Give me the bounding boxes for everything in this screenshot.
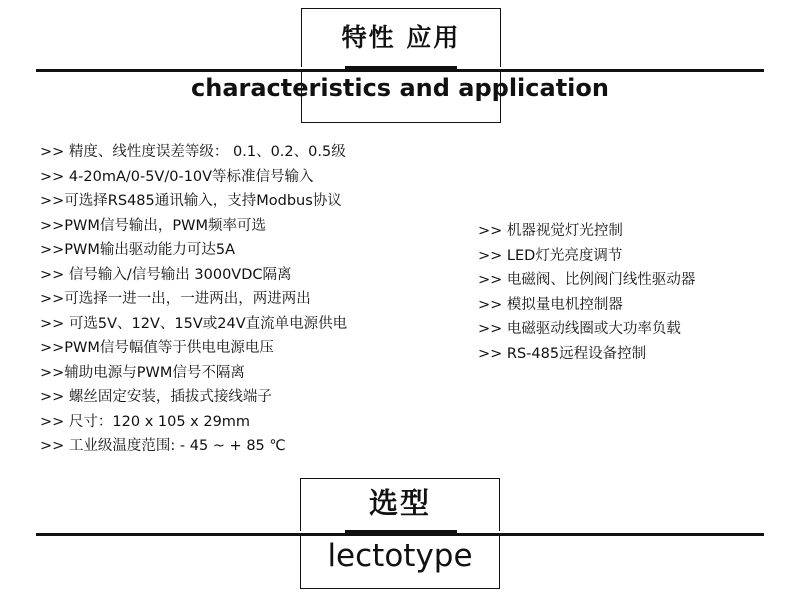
feature-item: >>可选择RS485通讯输入，支持Modbus协议 [40, 193, 342, 209]
application-item: >> 机器视觉灯光控制 [478, 223, 623, 239]
section2-bracket-bottom [300, 536, 500, 589]
feature-item: >>辅助电源与PWM信号不隔离 [40, 364, 245, 381]
section1-bracket-bottom [301, 72, 501, 123]
features-list [40, 140, 347, 459]
feature-item: >> 工业级温度范围: - 45 ~ + 85 ℃ [40, 438, 286, 454]
section1-title-en: characteristics and application [191, 74, 609, 102]
section1-title-cn: 特性 应用 [341, 23, 461, 52]
feature-item: >>可选择一进一出，一进两出，两进两出 [40, 291, 311, 307]
application-item: >> 电磁驱动线圈或大功率负载 [478, 321, 681, 337]
application-item: >> 电磁阀、比例阀门线性驱动器 [478, 272, 696, 288]
feature-item: >> 螺丝固定安装，插拔式接线端子 [40, 389, 272, 405]
feature-item: >> 可选5V、12V、15V或24V直流单电源供电 [40, 315, 348, 332]
application-item: >> 模拟量电机控制器 [478, 296, 623, 313]
feature-item: >>PWM输出驱动能力可达5A [40, 242, 236, 258]
feature-item: >> 4-20mA/0-5V/0-10V等标准信号输入 [40, 168, 314, 185]
feature-item: >>PWM信号幅值等于供电电源电压 [40, 340, 274, 356]
section2-title-cn: 选型 [368, 486, 431, 520]
application-item: >> LED灯光亮度调节 [478, 247, 623, 264]
feature-item: >> 精度、线性度误差等级： 0.1、0.2、0.5级 [40, 144, 346, 160]
feature-item: >> 信号输入/信号输出 3000VDC隔离 [40, 266, 292, 283]
section2-title-en: lectotype [327, 538, 473, 574]
feature-item: >> 尺寸：120 x 105 x 29mm [40, 413, 251, 430]
feature-item: >>PWM信号输出，PWM频率可选 [40, 217, 266, 234]
application-item: >> RS-485远程设备控制 [478, 345, 647, 362]
applications-list [478, 219, 695, 366]
